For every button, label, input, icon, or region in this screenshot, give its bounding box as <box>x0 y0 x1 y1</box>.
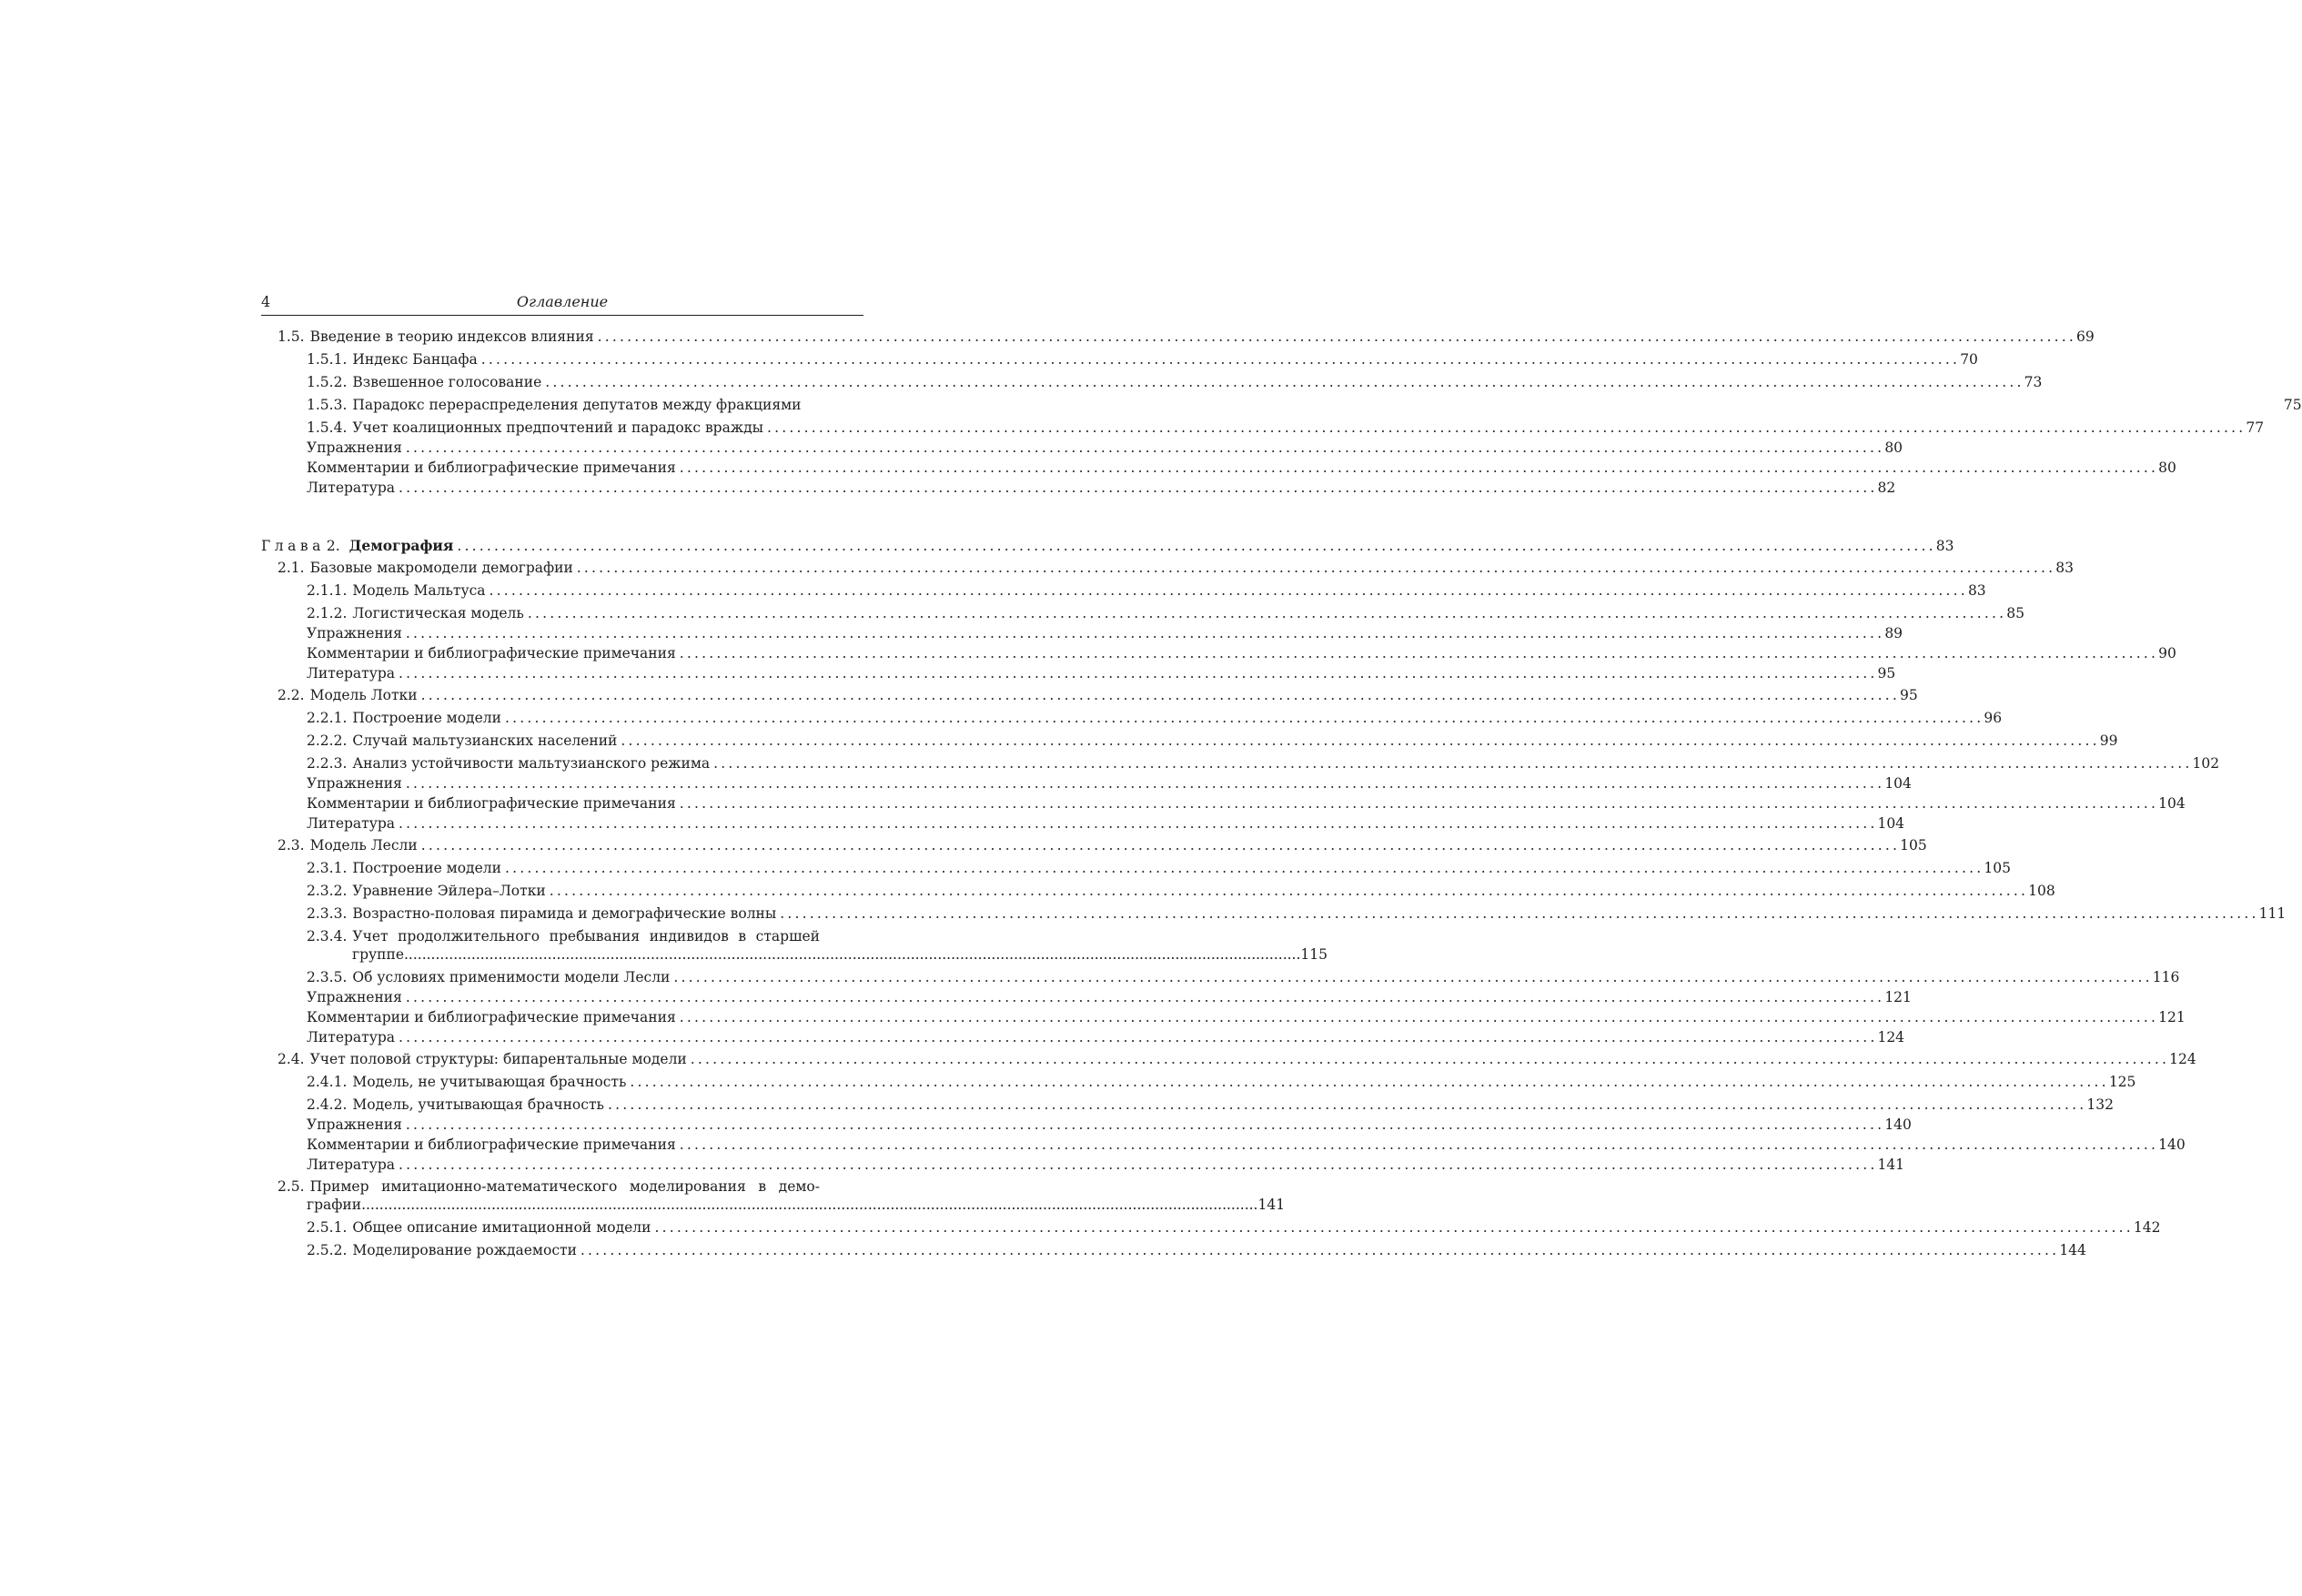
toc-entry-number: 2.5.2. <box>307 1242 348 1258</box>
toc-leader-dots: ........................................................................................................................................................................................................ <box>576 560 2056 576</box>
toc-entry-page: 69 <box>2076 328 2095 345</box>
toc-entry[interactable] <box>261 687 1918 703</box>
toc-entry-word: в <box>758 1178 767 1195</box>
toc-leader-dots: ........................................................................................................................................................................................................ <box>361 1197 1258 1213</box>
toc-entry[interactable] <box>261 1157 1905 1173</box>
toc-entry-page: 80 <box>1884 439 1903 456</box>
toc-entry[interactable] <box>261 1009 2186 1025</box>
toc-leader-dots: ........................................................................................................................................................................................................ <box>580 1242 2060 1258</box>
toc-entry[interactable] <box>261 328 2095 345</box>
toc-entry-page: 140 <box>2158 1136 2186 1153</box>
toc-chapter-title: Демография <box>348 537 454 554</box>
toc-leader-dots: ........................................................................................................................................................................................................ <box>679 1009 2159 1025</box>
toc-entry[interactable] <box>261 397 2302 413</box>
toc-entry-word: Учет <box>352 928 389 944</box>
toc-entry-title: Комментарии и библиографические примечания <box>307 645 676 662</box>
toc-leader-dots: ........................................................................................................................................................................................................ <box>489 582 1968 599</box>
toc-entry-wrapped[interactable] <box>261 1178 1286 1213</box>
toc-entry-number: 2.4.2. <box>307 1096 348 1113</box>
toc-entry-page: 141 <box>1877 1157 1905 1173</box>
toc-leader-dots: ........................................................................................................................................................................................................ <box>679 795 2159 812</box>
toc-entry[interactable] <box>261 755 2220 772</box>
toc-leader-dots: ........................................................................................................................................................................................................ <box>607 1096 2087 1113</box>
running-head <box>261 291 863 315</box>
toc-entry-page: 140 <box>1884 1116 1912 1133</box>
toc-leader-dots: ........................................................................................................................................................................................................ <box>504 860 1984 876</box>
toc-entry[interactable] <box>261 883 2055 899</box>
toc-entry-title: Упражнения <box>307 775 402 792</box>
toc-leader-dots: ........................................................................................................................................................................................................ <box>405 775 1885 792</box>
toc-entry-page: 121 <box>2158 1009 2186 1025</box>
toc-leader-dots: ........................................................................................................................................................................................................ <box>399 480 1878 496</box>
toc-entry-page: 104 <box>2158 795 2186 812</box>
toc-entry-page: 83 <box>2055 560 2074 576</box>
toc-leader-dots: ........................................................................................................................................................................................................ <box>780 905 2259 922</box>
toc-entry-page: 115 <box>1300 946 1328 963</box>
toc-entry-number: 2.1.1. <box>307 582 348 599</box>
toc-entry-number: 2.2.1. <box>307 710 348 726</box>
toc-leader-dots: ........................................................................................................................................................................................................ <box>630 1074 2109 1090</box>
toc-entry[interactable] <box>261 1242 2086 1258</box>
toc-entry-title: Литература <box>307 1157 396 1173</box>
toc-leader-dots: ........................................................................................................................................................................................................ <box>679 1136 2159 1153</box>
toc-entry-number: 2.3.3. <box>307 905 348 922</box>
toc-entry-page: 70 <box>1960 351 1978 368</box>
toc-entry[interactable] <box>261 969 2180 985</box>
page-number: 4 <box>261 293 271 310</box>
toc-leader-dots: ........................................................................................................................................................................................................ <box>527 605 2007 621</box>
toc-entry-number: 2.1.2. <box>307 605 348 621</box>
toc-entry[interactable] <box>261 732 2118 749</box>
toc-entry[interactable] <box>261 625 1903 641</box>
toc-entry-page: 111 <box>2258 905 2287 922</box>
toc-entry-page: 73 <box>2024 374 2043 390</box>
toc-entry-number: 2.1. <box>278 560 305 576</box>
toc-entry-page: 85 <box>2006 605 2024 621</box>
toc-entry-title: Возрастно-половая пирамида и демографические волны <box>352 905 777 922</box>
toc-entry-title: Анализ устойчивости мальтузианского режима <box>352 755 711 772</box>
toc-entry-continuation <box>261 1197 1286 1213</box>
toc-entry-page: 124 <box>2169 1051 2196 1067</box>
toc-entry[interactable] <box>261 1096 2114 1113</box>
toc-page <box>261 291 2302 1258</box>
toc-entry[interactable] <box>261 1136 2186 1153</box>
toc-entry[interactable] <box>261 582 1986 599</box>
toc-leader-dots: ........................................................................................................................................................................................................ <box>405 1116 1885 1133</box>
toc-entry-title: Уравнение Эйлера–Лотки <box>352 883 546 899</box>
toc-entry-title: Литература <box>307 1029 396 1045</box>
toc-entry[interactable] <box>261 1219 2161 1236</box>
toc-entry-number: 2.2. <box>278 687 305 703</box>
toc-chapter[interactable] <box>261 537 1954 554</box>
toc-entry-page: 102 <box>2192 755 2220 772</box>
toc-entry-title: Модель, не учитывающая брачность <box>352 1074 627 1090</box>
toc-entry-title: Случай мальтузианских населений <box>352 732 618 749</box>
toc-leader-dots: ........................................................................................................................................................................................................ <box>504 710 1984 726</box>
toc-entry-title: Базовые макромодели демографии <box>309 560 573 576</box>
toc-entry-page: 105 <box>1900 837 1927 854</box>
toc-entry[interactable] <box>261 989 1912 1005</box>
toc-entry-title: Введение в теорию индексов влияния <box>309 328 594 345</box>
toc-entry-word: в <box>738 928 747 944</box>
toc-entry-title: Индекс Банцафа <box>352 351 478 368</box>
toc-leader-dots: ........................................................................................................................................................................................................ <box>405 989 1885 1005</box>
toc-entry-first-line <box>261 928 863 944</box>
toc-entry-word: демо- <box>778 1178 820 1195</box>
toc-entry-word: имитационно-математического <box>381 1178 618 1195</box>
toc-entry-page: 83 <box>1967 582 1986 599</box>
toc-entry-page: 95 <box>1899 687 1918 703</box>
toc-entry[interactable] <box>261 419 2265 436</box>
toc-entry-page: 90 <box>2158 645 2176 662</box>
toc-entry-title: Логистическая модель <box>352 605 524 621</box>
toc-entry[interactable] <box>261 710 2003 726</box>
toc-leader-dots: ........................................................................................................................................................................................................ <box>420 687 1900 703</box>
toc-leader-dots: ........................................................................................................................................................................................................ <box>621 732 2100 749</box>
toc-entry-title: Общее описание имитационной модели <box>352 1219 651 1236</box>
toc-leader-dots: ........................................................................................................................................................................................................ <box>404 946 1301 963</box>
toc-entry-number: 2.5. <box>278 1178 305 1195</box>
toc-leader-dots: ........................................................................................................................................................................................................ <box>679 460 2159 476</box>
toc-leader-dots: ........................................................................................................................................................................................................ <box>399 1157 1878 1173</box>
toc-leader-dots: ........................................................................................................................................................................................................ <box>405 439 1885 456</box>
toc-entry-title: группе <box>352 946 404 963</box>
toc-entry-page: 83 <box>1935 538 1954 554</box>
toc-entry-continuation <box>261 946 1328 963</box>
toc-entry-title: Литература <box>307 480 396 496</box>
toc-entry[interactable] <box>261 860 2011 876</box>
toc-leader-dots: ........................................................................................................................................................................................................ <box>597 328 2077 345</box>
toc-entry-title: Учет коалиционных предпочтений и парадокс вражды <box>352 419 763 436</box>
toc-entry[interactable] <box>261 645 2176 662</box>
toc-entry-page: 104 <box>1877 815 1905 832</box>
toc-entry-title: Об условиях применимости модели Лесли <box>352 969 671 985</box>
toc-entry-page: 142 <box>2133 1219 2161 1236</box>
toc-leader-dots: ........................................................................................................................................................................................................ <box>690 1051 2170 1067</box>
toc-entry-title: Учет половой структуры: бипарентальные модели <box>309 1051 687 1067</box>
toc-entry-page: 144 <box>2059 1242 2086 1258</box>
toc-entry[interactable] <box>261 665 1896 682</box>
toc-leader-dots: ........................................................................................................................................................................................................ <box>766 419 2246 436</box>
toc-entry-title: Комментарии и библиографические примечания <box>307 1009 676 1025</box>
toc-entry-page: 75 <box>2283 397 2302 413</box>
toc-entry-page: 116 <box>2152 969 2180 985</box>
toc-entry-title: Взвешенное голосование <box>352 374 542 390</box>
toc-entry-title: Моделирование рождаемости <box>352 1242 577 1258</box>
toc-entry-number: 1.5. <box>278 328 305 345</box>
toc-entry-title: графии <box>307 1197 362 1213</box>
toc-entry-title: Модель Мальтуса <box>352 582 486 599</box>
toc-entry-page: 105 <box>1984 860 2011 876</box>
toc-entry[interactable] <box>261 1051 2196 1067</box>
toc-entry-title: Упражнения <box>307 989 402 1005</box>
toc-entry-title: Комментарии и библиографические примечания <box>307 1136 676 1153</box>
toc-entry-number: 2.3.4. <box>307 928 348 944</box>
toc-entry[interactable] <box>261 775 1912 792</box>
toc-entry-page: 95 <box>1877 665 1896 682</box>
toc-entry-page: 121 <box>1884 989 1912 1005</box>
toc-entry-number: 2.4.1. <box>307 1074 348 1090</box>
toc-entry[interactable] <box>261 905 2287 922</box>
toc-entry-number: 1.5.1. <box>307 351 348 368</box>
toc-entry-number: 2.3.1. <box>307 860 348 876</box>
toc-entry-title: Построение модели <box>352 710 501 726</box>
toc-leader-dots: ........................................................................................................................................................................................................ <box>405 625 1885 641</box>
toc-entry-title-line <box>352 928 863 944</box>
toc-entry[interactable] <box>261 560 2074 576</box>
toc-entry-page: 132 <box>2086 1096 2114 1113</box>
toc-entry-page: 125 <box>2108 1074 2136 1090</box>
toc-leader-dots: ........................................................................................................................................................................................................ <box>480 351 1961 368</box>
toc-entry[interactable] <box>261 374 2043 390</box>
toc-entry-word: моделирования <box>629 1178 746 1195</box>
toc-entry-number: 2.3. <box>278 837 305 854</box>
toc-entry[interactable] <box>261 815 1905 832</box>
toc-entry-wrapped[interactable] <box>261 928 1328 963</box>
toc-entry[interactable] <box>261 351 1978 368</box>
toc-entry-title: Комментарии и библиографические примечания <box>307 460 676 476</box>
toc-entry[interactable] <box>261 480 1896 496</box>
toc-entry[interactable] <box>261 460 2176 476</box>
toc-entry-title: Модель Лотки <box>309 687 418 703</box>
toc-entry[interactable] <box>261 1116 1912 1133</box>
header-rule <box>261 315 863 316</box>
toc-entry-title: Построение модели <box>352 860 501 876</box>
toc-entry[interactable] <box>261 439 1903 456</box>
toc-entry-number: 1.5.2. <box>307 374 348 390</box>
toc-entry-number: 1.5.3. <box>307 397 348 413</box>
toc-entry-title-line <box>310 1178 863 1195</box>
toc-leader-dots: ........................................................................................................................................................................................................ <box>545 374 2024 390</box>
toc-chapter-number: 2. <box>326 538 340 554</box>
toc-entry-title: Парадокс перераспределения депутатов между фракциями <box>352 397 802 413</box>
toc-entry-number: 2.4. <box>278 1051 305 1067</box>
toc-entry-page: 77 <box>2246 419 2265 436</box>
toc-entry-page: 99 <box>2099 732 2118 749</box>
toc-entry-page: 96 <box>1984 710 2003 726</box>
toc-entry-title: Литература <box>307 665 396 682</box>
toc-entry-word: продолжительного <box>398 928 540 944</box>
toc-entry-number: 2.2.2. <box>307 732 348 749</box>
toc-entry-page: 124 <box>1877 1029 1905 1045</box>
toc-entry-first-line <box>261 1178 863 1195</box>
toc-entry-title: Упражнения <box>307 1116 402 1133</box>
toc-leader-dots: ........................................................................................................................................................................................................ <box>457 538 1936 554</box>
toc-chapter-word: Глава <box>261 538 325 554</box>
toc-entry-number: 2.3.2. <box>307 883 348 899</box>
toc-entry-number: 1.5.4. <box>307 419 348 436</box>
toc-entry[interactable] <box>261 1029 1905 1045</box>
toc-leader-dots: ........................................................................................................................................................................................................ <box>399 1029 1878 1045</box>
toc-leader-dots: ........................................................................................................................................................................................................ <box>549 883 2029 899</box>
toc-entry-page: 89 <box>1884 625 1903 641</box>
toc-entry-page: 104 <box>1884 775 1912 792</box>
toc-entry-title: Комментарии и библиографические примечания <box>307 795 676 812</box>
toc-entry-title: Модель, учитывающая брачность <box>352 1096 604 1113</box>
toc-entry[interactable] <box>261 837 1927 854</box>
toc-leader-dots: ........................................................................................................................................................................................................ <box>654 1219 2134 1236</box>
toc-leader-dots: ........................................................................................................................................................................................................ <box>679 645 2159 662</box>
toc-entry[interactable] <box>261 605 2024 621</box>
toc-entry-word: индивидов <box>649 928 729 944</box>
toc-leader-dots: ........................................................................................................................................................................................................ <box>673 969 2153 985</box>
toc-entry-number: 2.2.3. <box>307 755 348 772</box>
toc-entry-word: Пример <box>309 1178 369 1195</box>
page-title: Оглавление <box>516 293 609 310</box>
toc-entry-title: Упражнения <box>307 439 402 456</box>
toc-entry-page: 82 <box>1877 480 1896 496</box>
toc-entry-page: 141 <box>1257 1197 1286 1213</box>
toc-leader-dots: ........................................................................................................................................................................................................ <box>399 665 1878 682</box>
toc-entry-title: Модель Лесли <box>309 837 418 854</box>
toc-entry-number: 2.3.5. <box>307 969 348 985</box>
toc-entry-word: старшей <box>755 928 820 944</box>
toc-entry-page: 108 <box>2028 883 2055 899</box>
toc-leader-dots: ........................................................................................................................................................................................................ <box>399 815 1878 832</box>
toc-entry-title: Литература <box>307 815 396 832</box>
toc-entry-number: 2.5.1. <box>307 1219 348 1236</box>
toc-entry-title: Упражнения <box>307 625 402 641</box>
table-of-contents <box>261 328 2302 1258</box>
toc-entry-page: 80 <box>2158 460 2176 476</box>
toc-entry[interactable] <box>261 795 2186 812</box>
toc-leader-dots: ........................................................................................................................................................................................................ <box>713 755 2193 772</box>
toc-entry-word: пребывания <box>549 928 641 944</box>
toc-leader-dots: ........................................................................................................................................................................................................ <box>420 837 1901 854</box>
toc-entry[interactable] <box>261 1074 2136 1090</box>
